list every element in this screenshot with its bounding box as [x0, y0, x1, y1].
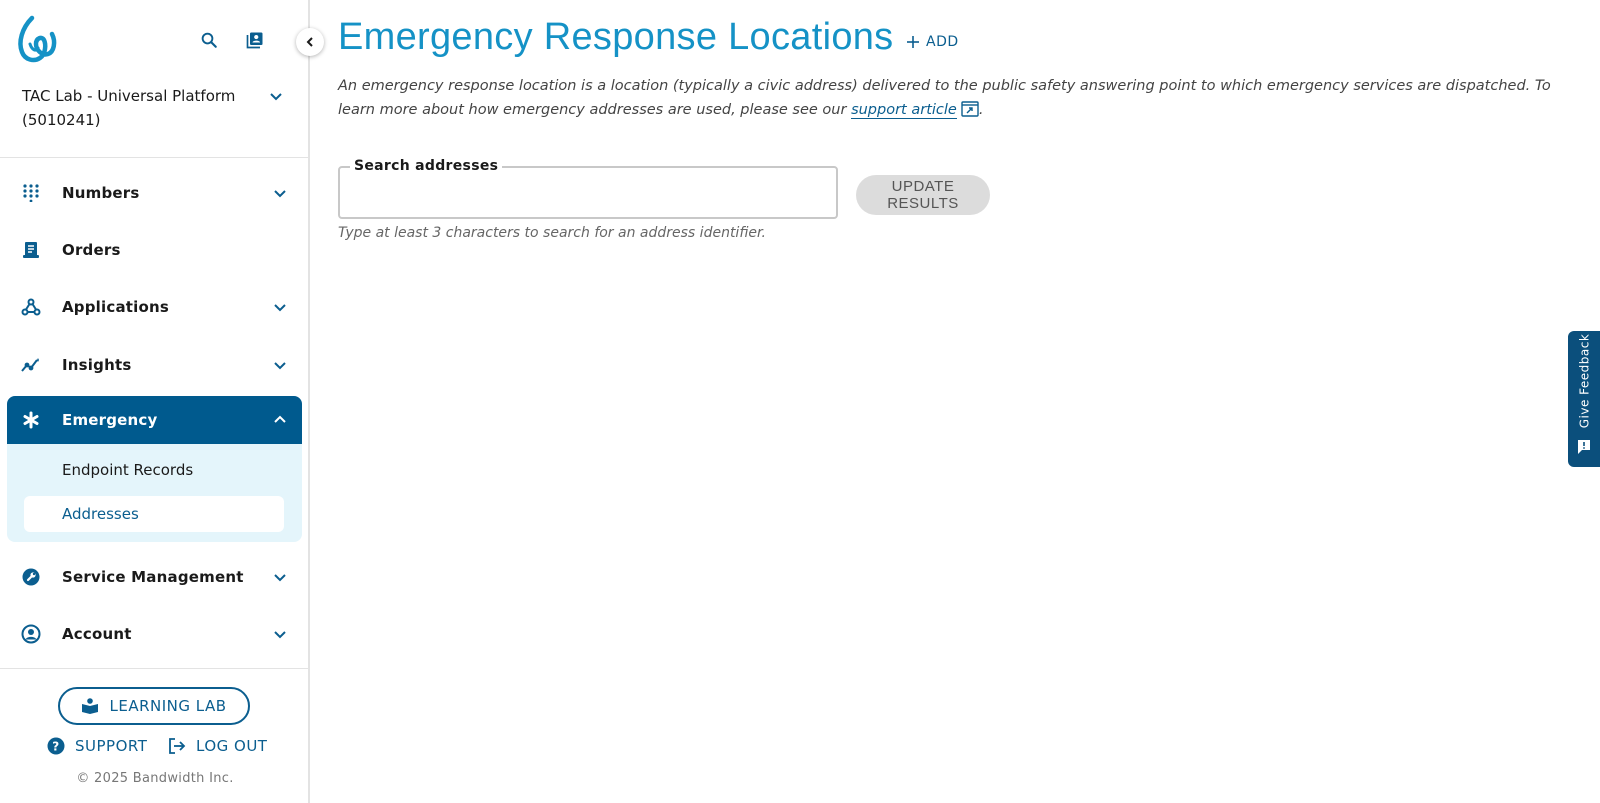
support-article-link[interactable]: support article	[851, 102, 957, 118]
sidebar	[0, 0, 310, 803]
dialpad-icon	[21, 183, 41, 203]
learning-lab-label: LEARNING LAB	[109, 697, 227, 715]
book-reader-icon	[81, 698, 99, 714]
nav-account[interactable]	[7, 610, 302, 658]
subnav-endpoint-records[interactable]: Endpoint Records	[62, 461, 194, 479]
logout-icon	[168, 737, 186, 755]
subnav-addresses[interactable]: Addresses	[24, 496, 284, 532]
chevron-down-icon	[272, 299, 288, 315]
nav-label: Service Management	[62, 568, 244, 586]
copyright: © 2025 Bandwidth Inc.	[76, 771, 234, 786]
main-content	[338, 0, 1568, 803]
learning-lab-button[interactable]	[58, 687, 250, 725]
nav-emergency[interactable]	[7, 396, 302, 444]
logout-label: LOG OUT	[196, 737, 268, 755]
webhook-icon	[21, 297, 41, 317]
give-feedback-tab[interactable]	[1568, 331, 1600, 467]
contacts-book-icon[interactable]	[243, 28, 267, 52]
account-name: TAC Lab - Universal Platform (5010241)	[22, 87, 236, 129]
nav-label: Emergency	[62, 411, 158, 429]
insights-icon	[21, 355, 41, 375]
search-input[interactable]	[340, 168, 836, 217]
search-label: Search addresses	[350, 158, 502, 174]
plus-icon	[906, 35, 920, 49]
account-circle-icon	[21, 624, 41, 644]
collapse-sidebar-button[interactable]	[296, 28, 324, 56]
nav-applications[interactable]	[7, 283, 302, 331]
search-field	[338, 158, 838, 219]
divider	[0, 668, 310, 669]
nav-service-management[interactable]	[7, 553, 302, 601]
chevron-down-icon	[272, 626, 288, 642]
support-link[interactable]	[47, 737, 147, 755]
nav-label: Orders	[62, 241, 121, 259]
nav-label: Applications	[62, 298, 170, 316]
nav-label: Numbers	[62, 184, 140, 202]
feedback-icon	[1577, 439, 1591, 455]
svg-text:?: ?	[52, 739, 60, 754]
add-button[interactable]	[906, 34, 959, 50]
description-end: .	[978, 102, 984, 118]
receipt-icon	[21, 240, 41, 260]
page-title: Emergency Response Locations	[338, 16, 894, 58]
emergency-subnav	[7, 444, 302, 542]
wrench-icon	[21, 567, 41, 587]
chevron-left-icon	[304, 36, 316, 48]
nav-insights[interactable]	[7, 341, 302, 389]
account-selector[interactable]	[22, 84, 292, 136]
chevron-down-icon	[272, 569, 288, 585]
asterisk-icon	[21, 410, 41, 430]
logout-link[interactable]	[168, 737, 267, 755]
search-icon[interactable]	[197, 28, 221, 52]
add-label: ADD	[926, 34, 959, 50]
feedback-label: Give Feedback	[1577, 333, 1592, 429]
bandwidth-logo[interactable]	[16, 14, 58, 64]
divider	[0, 157, 310, 158]
nav-numbers[interactable]	[7, 169, 302, 217]
update-results-button[interactable]: UPDATE RESULTS	[856, 175, 990, 215]
chevron-down-icon	[272, 185, 288, 201]
nav-orders[interactable]	[7, 226, 302, 274]
description-text: An emergency response location is a location (typically a civic address) delivered to the public safety answering point to which emergency services are dispatched. To learn more about how emergency addresses are used, please see our	[338, 78, 1551, 118]
nav-label: Insights	[62, 356, 132, 374]
chevron-down-icon	[268, 88, 284, 104]
support-label: SUPPORT	[75, 737, 148, 755]
chevron-up-icon	[272, 412, 288, 428]
page-description	[338, 74, 1568, 122]
nav-label: Account	[62, 625, 132, 643]
external-link-icon[interactable]	[961, 101, 979, 117]
help-circle-icon	[47, 737, 65, 755]
chevron-down-icon	[272, 357, 288, 373]
search-hint: Type at least 3 characters to search for an address identifier.	[338, 225, 766, 241]
